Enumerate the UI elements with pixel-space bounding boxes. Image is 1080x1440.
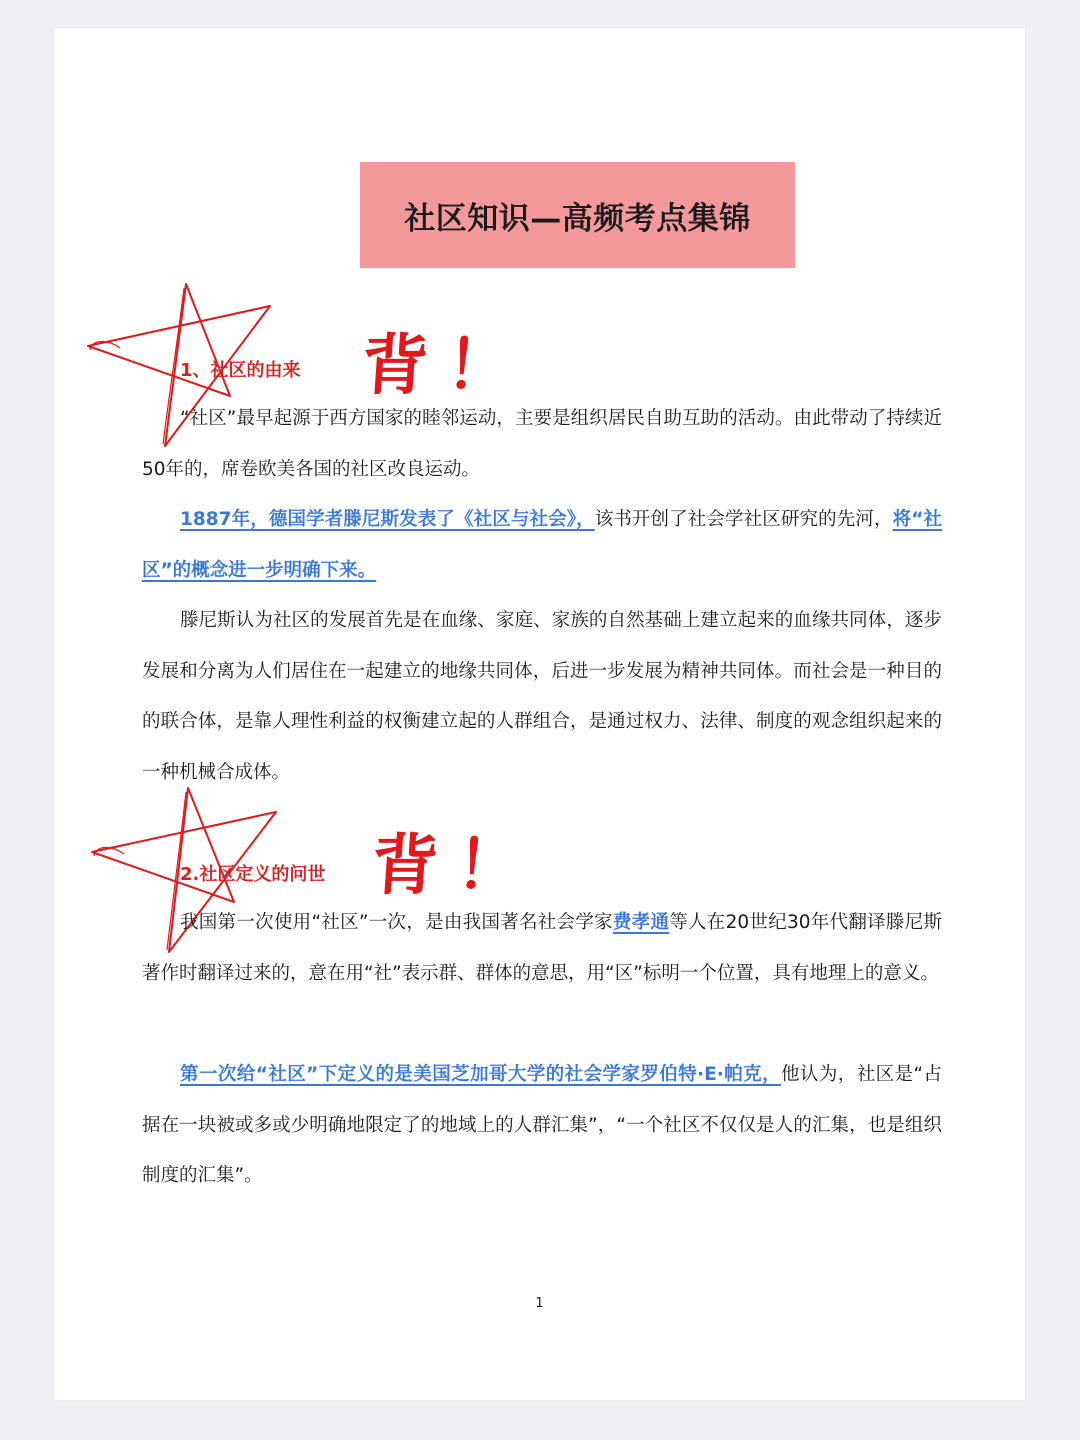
section2-paragraph-2 <box>142 1050 942 1202</box>
section2-p1-text-b: 等人在20世纪30年代翻译滕尼斯著作时翻译过来的，意在用“社”表示群、群体的意思，用“区”标明一个位置，具有地理上的意义。 <box>142 912 942 984</box>
section2-p2-text: 他认为，社区是“占据在一块被或多或少明确地限定了的地域上的人群汇集”，“一个社区不仅仅是人的汇集，也是组织制度的汇集”。 <box>142 1064 942 1186</box>
section1-p1-text: “社区”最早起源于西方国家的睦邻运动，主要是组织居民自助互助的活动。由此带动了持续近50年的，席卷欧美各国的社区改良运动。 <box>142 408 942 480</box>
section2-paragraph-1 <box>142 898 942 999</box>
section1-paragraph-1 <box>142 394 942 495</box>
section2-p2-highlight: 第一次给“社区”下定义的是美国芝加哥大学的社会学家罗伯特·E·帕克， <box>180 1064 782 1085</box>
annotation-mark-2: 背！ <box>369 826 543 904</box>
page-title: 社区知识—高频考点集锦 <box>404 200 751 237</box>
section1-p3-text: 滕尼斯认为社区的发展首先是在血缘、家庭、家族的自然基础上建立起来的血缘共同体，逐步发展和分离为人们居住在一起建立的地缘共同体，后进一步发展为精神共同体。而社会是一种目的的联合体，是靠人理性利益的权衡建立起的人群组合，是通过权力、法律、制度的观念组织起来的一种机械合成体。 <box>142 610 942 783</box>
section1-heading: 1、社区的由来 <box>180 360 301 381</box>
section2-p1-link[interactable]: 费孝通 <box>612 912 670 933</box>
section1-p2-text: 该书开创了社会学社区研究的先河， <box>594 509 893 530</box>
title-banner <box>360 162 795 268</box>
section2-heading: 2.社区定义的问世 <box>180 864 326 885</box>
section1-paragraph-2 <box>142 495 942 596</box>
section1-paragraph-3 <box>142 596 942 798</box>
annotation-mark-1: 背！ <box>359 326 533 404</box>
section2-p1-text-a: 我国第一次使用“社区”一次，是由我国著名社会学家 <box>180 912 613 933</box>
section1-p2-highlight: 1887年，德国学者滕尼斯发表了《社区与社会》， <box>180 509 595 530</box>
section1-p2-highlight-2: 将“社区”的概念进一步明确下来。 <box>142 509 942 581</box>
document-page <box>54 28 1025 1400</box>
page-number: 1 <box>535 1296 544 1311</box>
